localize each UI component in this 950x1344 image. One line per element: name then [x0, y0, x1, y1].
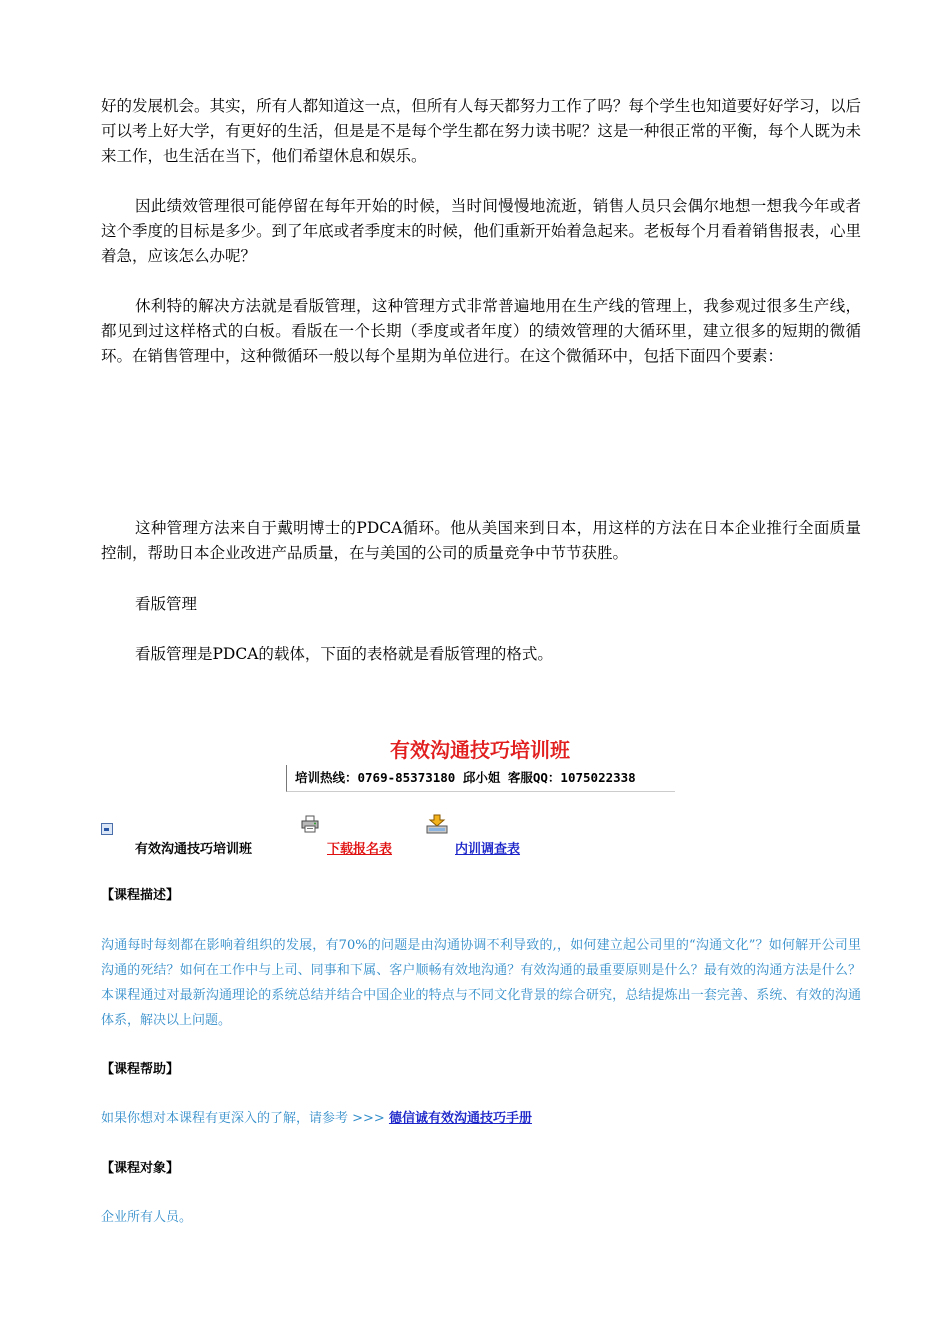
survey-form-link[interactable]: 内训调查表 — [455, 842, 521, 857]
description-text: 沟通每时每刻都在影响着组织的发展，有70%的问题是由沟通协调不利导致的,，如何建立起公司里的“沟通文化”？如何解开公司里沟通的死结？如何在工作中与上司、同事和下属、客户顺畅有效地沟通？有效沟通的最重要原则是什么？最有效的沟通方法是什么？本课程通过对最新沟通理论的系统总结并结合中国企业的特点与不同文化背景的综合研究，总结提炼出一套完善、系统、有效的沟通体系，解决以上问题。 — [101, 938, 861, 1028]
download-icon[interactable] — [426, 813, 448, 835]
heading-kanban: 看版管理 — [135, 595, 198, 613]
download-registration-link[interactable]: 下载报名表 — [327, 842, 393, 857]
paragraph-2: 因此绩效管理很可能停留在每年开始的时候，当时间慢慢地流逝，销售人员只会偶尔地想一想我今年或者这个季度的目标是多少。到了年底或者季度末的时候，他们重新开始着急起来。老板每个月看着销售报表，心里着急，应该怎么办呢？ — [101, 197, 861, 265]
course-banner — [286, 735, 674, 793]
banner-title: 有效沟通技巧培训班 — [390, 738, 570, 762]
description-heading: 【课程描述】 — [101, 888, 180, 903]
printer-icon[interactable] — [301, 815, 319, 833]
help-line — [101, 1110, 532, 1128]
banner-hotline-box — [286, 765, 675, 792]
help-heading: 【课程帮助】 — [101, 1062, 180, 1077]
document-icon[interactable] — [101, 823, 113, 835]
paragraph-4: 这种管理方法来自于戴明博士的PDCA循环。他从美国来到日本，用这样的方法在日本企业推行全面质量控制，帮助日本企业改进产品质量，在与美国的公司的质量竞争中节节获胜。 — [101, 519, 861, 562]
course-name: 有效沟通技巧培训班 — [135, 842, 253, 857]
paragraph-3: 休利特的解决方法就是看版管理，这种管理方式非常普遍地用在生产线的管理上，我参观过很多生产线，都见到过这样格式的白板。看版在一个长期（季度或者年度）的绩效管理的大循环里，建立很多的短期的微循环。在销售管理中，这种微循环一般以每个星期为单位进行。在这个微循环中，包括下面四个要素： — [101, 297, 861, 365]
banner-hotline: 培训热线：0769-85373180 邱小姐 客服QQ：1075022338 — [295, 770, 636, 785]
handbook-link[interactable]: 德信诚有效沟通技巧手册 — [388, 1111, 532, 1126]
paragraph-1: 好的发展机会。其实，所有人都知道这一点，但所有人每天都努力工作了吗？每个学生也知道要好好学习，以后可以考上好大学，有更好的生活，但是是不是每个学生都在努力读书呢？这是一种很正常的平衡，每个人既为未来工作，也生活在当下，他们希望休息和娱乐。 — [101, 97, 861, 165]
help-text: 如果你想对本课程有更深入的了解，请参考 >>> — [101, 1111, 389, 1126]
audience-text: 企业所有人员。 — [101, 1210, 193, 1225]
paragraph-6: 看版管理是PDCA的载体，下面的表格就是看版管理的格式。 — [135, 645, 553, 663]
audience-heading: 【课程对象】 — [101, 1161, 180, 1176]
